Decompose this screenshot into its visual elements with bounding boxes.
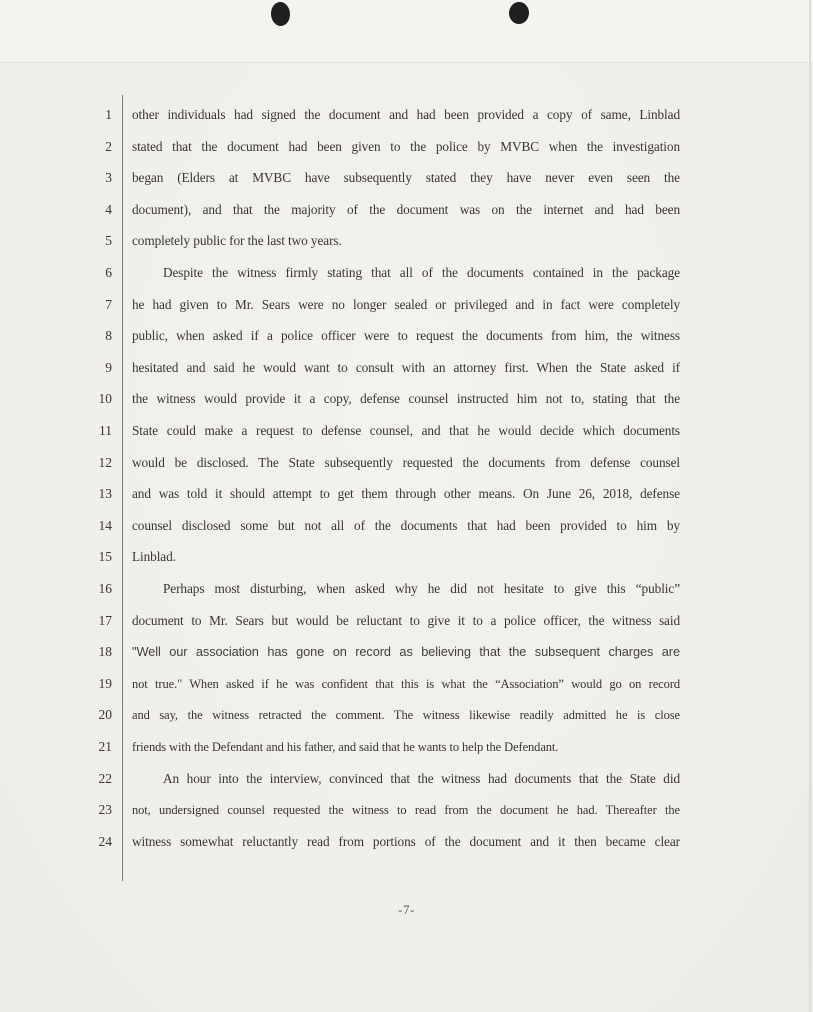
line-number: 14 (98, 518, 112, 533)
line-number: 3 (105, 170, 112, 185)
line-number: 6 (105, 265, 112, 280)
line-number: 12 (98, 455, 112, 470)
line-text: witness somewhat reluctantly read from portions of the document and it then became clear (132, 834, 680, 849)
document-line (0, 673, 813, 695)
line-number: 10 (98, 391, 112, 406)
line-number: 9 (105, 360, 112, 375)
document-line (0, 736, 813, 758)
line-text: State could make a request to defense counsel, and that he would decide which documents (132, 423, 680, 438)
document-line (0, 452, 813, 474)
document-line (0, 167, 813, 189)
line-text: began (Elders at MVBC have subsequently stated they have never even seen the (132, 170, 680, 185)
document-line (0, 704, 813, 726)
document-line (0, 546, 813, 568)
line-number: 20 (98, 707, 112, 722)
document-line (0, 831, 813, 853)
document-line (0, 768, 813, 790)
document-line (0, 388, 813, 410)
line-number: 2 (105, 139, 112, 154)
line-number: 11 (99, 423, 112, 438)
document-line (0, 136, 813, 158)
document-line (0, 262, 813, 284)
line-text: Despite the witness firmly stating that all of the documents contained in the package (163, 265, 680, 280)
line-text: hesitated and said he would want to consult with an attorney first. When the State asked if (132, 360, 680, 375)
line-text: stated that the document had been given to the police by MVBC when the investigation (132, 139, 680, 154)
line-number: 13 (98, 486, 112, 501)
line-number: 19 (98, 676, 112, 691)
line-number: 17 (98, 613, 112, 628)
page-number: -7- (398, 902, 415, 917)
line-number: 16 (98, 581, 112, 596)
document-line (0, 641, 813, 663)
line-number: 23 (98, 802, 112, 817)
line-number: 21 (98, 739, 112, 754)
document-line (0, 325, 813, 347)
document-line (0, 420, 813, 442)
line-text: would be disclosed. The State subsequently requested the documents from defense counsel (132, 455, 680, 470)
line-text: document to Mr. Sears but would be reluctant to give it to a police officer, the witness said (132, 613, 680, 628)
document-line (0, 578, 813, 600)
line-number: 24 (98, 834, 112, 849)
document-line (0, 104, 813, 126)
document-line (0, 357, 813, 379)
document-line (0, 610, 813, 632)
line-text: he had given to Mr. Sears were no longer sealed or privileged and in fact were completely (132, 297, 680, 312)
line-number: 18 (98, 644, 112, 659)
line-text: not true." When asked if he was confident that this is what the “Association” would go on record (132, 677, 680, 691)
line-text: An hour into the interview, convinced that the witness had documents that the State did (163, 771, 680, 786)
scan-seam (0, 0, 813, 63)
line-number: 4 (105, 202, 112, 217)
line-text: Linblad. (132, 549, 176, 564)
line-text: and was told it should attempt to get them through other means. On June 26, 2018, defense (132, 486, 680, 501)
document-line (0, 483, 813, 505)
line-number: 8 (105, 328, 112, 343)
line-text: and say, the witness retracted the comment. The witness likewise readily admitted he is close (132, 708, 680, 722)
line-text: document), and that the majority of the document was on the internet and had been (132, 202, 680, 217)
line-number: 7 (105, 297, 112, 312)
line-number: 22 (98, 771, 112, 786)
document-line (0, 799, 813, 821)
document-line (0, 515, 813, 537)
document-line (0, 294, 813, 316)
line-text: completely public for the last two years. (132, 233, 342, 248)
line-text: Perhaps most disturbing, when asked why he did not hesitate to give this “public” (163, 581, 680, 596)
line-number: 15 (98, 549, 112, 564)
line-text: other individuals had signed the document and had been provided a copy of same, Linblad (132, 107, 680, 122)
line-number: 1 (105, 107, 112, 122)
line-text: public, when asked if a police officer were to request the documents from him, the witness (132, 328, 680, 343)
line-number: 5 (105, 233, 112, 248)
document-line (0, 199, 813, 221)
line-text: counsel disclosed some but not all of the documents that had been provided to him by (132, 518, 680, 533)
line-text: not, undersigned counsel requested the witness to read from the document he had. Thereafter the (132, 803, 680, 817)
document-line (0, 230, 813, 252)
line-text: the witness would provide it a copy, defense counsel instructed him not to, stating that the (132, 391, 680, 406)
line-text: "Well our association has gone on record as believing that the subsequent charges are (132, 644, 680, 659)
line-text: friends with the Defendant and his father, and said that he wants to help the Defendant. (132, 740, 559, 754)
